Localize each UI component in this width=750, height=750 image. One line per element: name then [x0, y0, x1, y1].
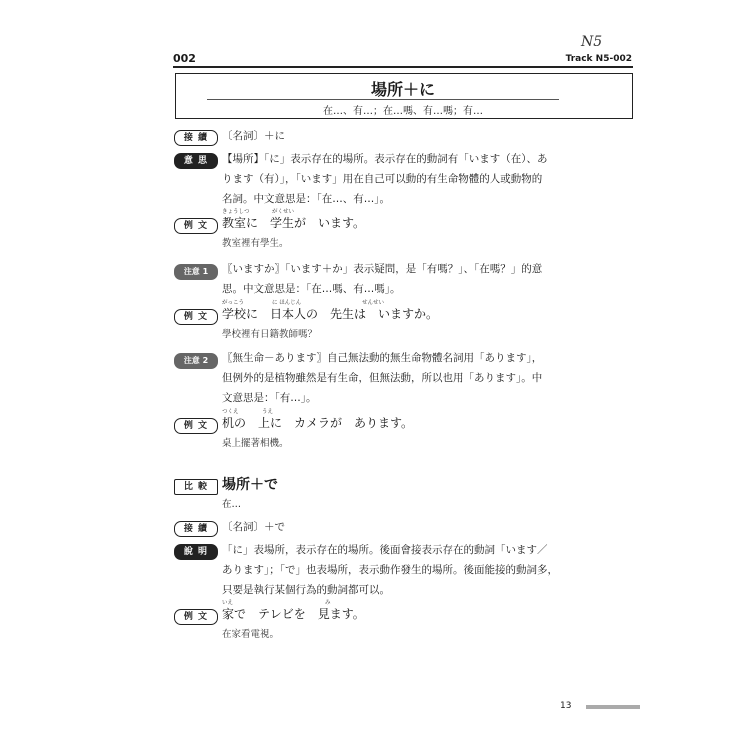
- compare-example-label: 例 文: [174, 609, 218, 625]
- compare-connect-label: 接 續: [174, 521, 218, 537]
- compare-title: 場所＋で: [222, 477, 278, 493]
- title-divider: [207, 99, 559, 100]
- example-3-ruby-1: つくえ: [222, 409, 239, 415]
- footer-bar: [586, 705, 640, 709]
- example-2-sentence: 学校に 日本人の 先生は いますか。: [222, 307, 439, 321]
- example-2-ruby-2: に ほんじん: [272, 300, 302, 306]
- meaning-line-2: ります（有）」，「います」用在自己可以動的有生命物體的人或動物的: [222, 173, 543, 185]
- example-3-sentence: 机の 上に カメラが あります。: [222, 416, 414, 430]
- compare-example-ruby-2: み: [325, 600, 331, 606]
- note-2-line-3: 文意思是：「有…」。: [222, 392, 317, 404]
- example-2-ruby-3: せんせい: [362, 300, 385, 306]
- example-3-translation: 桌上擺著相機。: [222, 438, 289, 449]
- compare-example-translation: 在家看電視。: [222, 629, 280, 640]
- page-number: 13: [560, 701, 572, 711]
- track-label: Track N5-002: [565, 54, 632, 64]
- explain-label: 說 明: [174, 544, 218, 560]
- explain-line-2: あります」；「で」也表場所，表示動作發生的場所。後面能接的動詞多，: [222, 564, 558, 576]
- example-1-label: 例 文: [174, 218, 218, 234]
- meaning-line-1: 【場所】「に」表示存在的場所。表示存在的動詞有「います（在）、あ: [222, 153, 548, 165]
- example-1-ruby-2: がくせい: [272, 209, 295, 215]
- title-meaning: 在…、有…；在…嗎、有…嗎；有…: [323, 106, 483, 117]
- connect-text: 〔名詞〕＋に: [222, 130, 285, 142]
- example-1-sentence: 教室に 学生が います。: [222, 216, 366, 230]
- note-1-line-1: 〖いますか〗「います＋か」表示疑問，是「有嗎？」、「在嗎？」的意: [222, 263, 543, 275]
- page-title: 場所＋に: [370, 80, 435, 99]
- example-3-ruby-2: うえ: [262, 409, 274, 415]
- meaning-label: 意 思: [174, 153, 218, 169]
- example-2-translation: 學校裡有日籍教師嗎？: [222, 329, 318, 340]
- example-1-ruby-1: きょうしつ: [222, 209, 250, 215]
- example-2-ruby-1: がっこう: [222, 300, 245, 306]
- note-2-line-2: 但例外的是植物雖然是有生命，但無法動，所以也用「あります」。中: [222, 372, 543, 384]
- explain-line-1: 「に」表場所，表示存在的場所。後面會接表示存在的動詞「います／: [222, 544, 548, 556]
- example-1-translation: 教室裡有學生。: [222, 238, 289, 249]
- note-1-line-2: 思。中文意思是：「在…嗎、有…嗎」。: [222, 283, 401, 295]
- explain-line-3: 只要是執行某個行為的動詞都可以。: [222, 584, 390, 596]
- header-rule: [173, 66, 633, 68]
- note-2-label: 注意 2: [174, 353, 218, 369]
- note-1-label: 注意 1: [174, 264, 218, 280]
- compare-sub: 在…: [222, 499, 242, 510]
- example-2-label: 例 文: [174, 309, 218, 325]
- page-id: 002: [173, 52, 196, 65]
- example-3-label: 例 文: [174, 418, 218, 434]
- compare-connect-text: 〔名詞〕＋で: [222, 521, 285, 533]
- compare-example-sentence: 家で テレビを 見ます。: [222, 607, 365, 621]
- compare-label: 比 較: [174, 479, 218, 495]
- level-mark: N5: [581, 34, 603, 50]
- compare-example-ruby-1: いえ: [222, 600, 234, 606]
- note-2-line-1: 〖無生命－あります〗自己無法動的無生命物體名詞用「あります」，: [222, 352, 543, 364]
- connect-label: 接 續: [174, 130, 218, 146]
- meaning-line-3: 名詞。中文意思是：「在…、有…」。: [222, 193, 390, 205]
